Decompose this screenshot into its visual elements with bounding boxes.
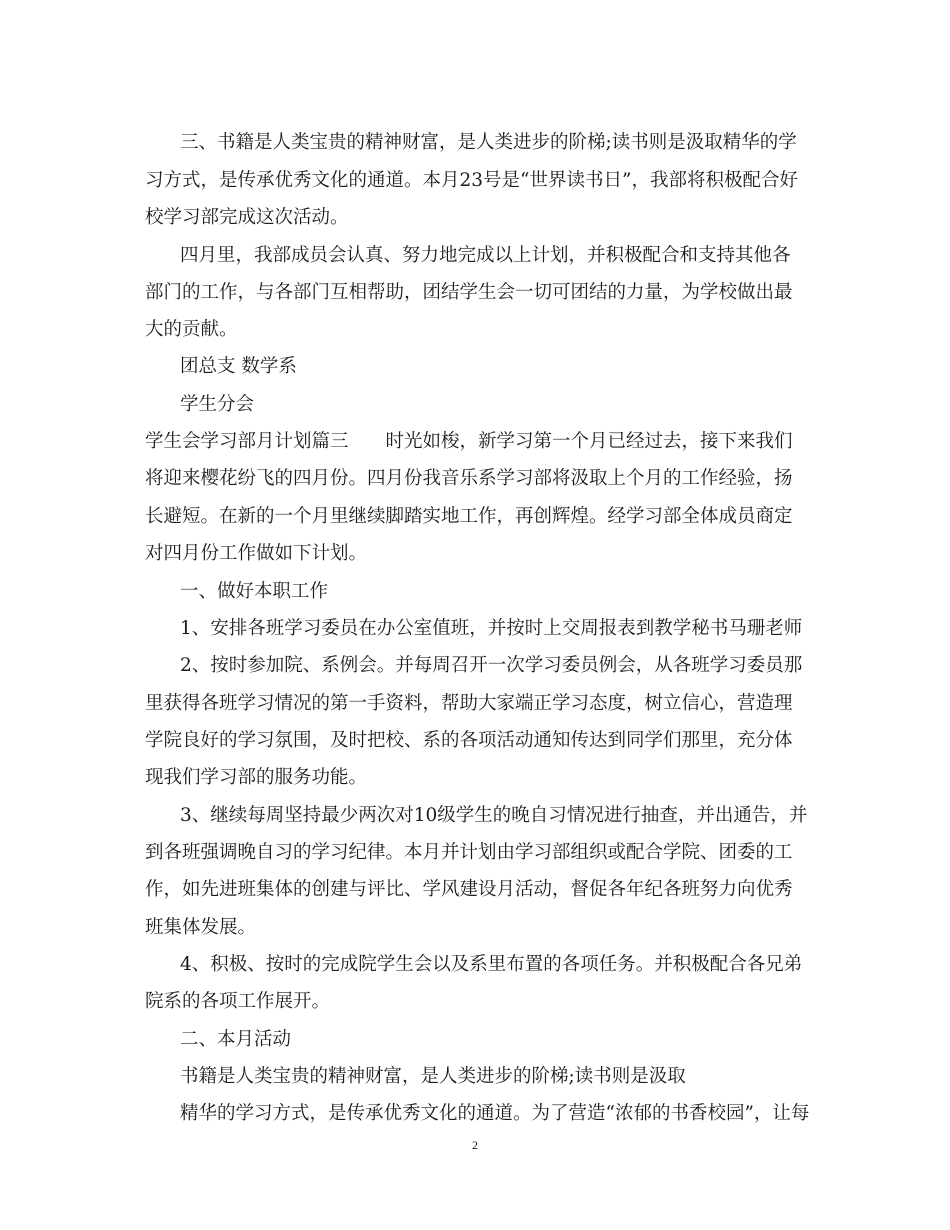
paragraph-line: 书籍是人类宝贵的精神财富，是人类进步的阶梯;读书则是汲取 bbox=[180, 1066, 686, 1087]
list-item-line: 3、继续每周坚持最少两次对10级学生的晚自习情况进行抽查，并出通告，并 bbox=[180, 805, 808, 826]
paragraph-line: 将迎来樱花纷飞的四月份。四月份我音乐系学习部将汲取上个月的工作经验，扬 bbox=[145, 468, 793, 489]
paragraph-line: 作，如先进班集体的创建与评比、学风建设月活动，督促各年纪各班努力向优秀 bbox=[145, 879, 793, 900]
subheading-line: 一、做好本职工作 bbox=[180, 581, 329, 602]
paragraph-line: 四月里，我部成员会认真、努力地完成以上计划，并积极配合和支持其他各 bbox=[180, 245, 791, 266]
signature-line: 学生分会 bbox=[180, 394, 255, 415]
paragraph-line: 长避短。在新的一个月里继续脚踏实地工作，再创辉煌。经学习部全体成员商定 bbox=[145, 506, 793, 527]
paragraph-line: 习方式，是传承优秀文化的通道。本月23号是“世界读书日”，我部将积极配合好 bbox=[145, 170, 798, 191]
paragraph-line: 里获得各班学习情况的第一手资料，帮助大家端正学习态度，树立信心，营造理 bbox=[145, 693, 793, 714]
paragraph-line: 大的贡献。 bbox=[145, 319, 238, 340]
paragraph-line: 到各班强调晚自习的学习纪律。本月并计划由学习部组织或配合学院、团委的工 bbox=[145, 842, 793, 863]
subheading-line: 二、本月活动 bbox=[180, 1029, 292, 1050]
signature-line: 团总支 数学系 bbox=[180, 356, 297, 377]
page-number: 2 bbox=[472, 1138, 478, 1152]
list-item-line: 1、安排各班学习委员在办公室值班，并按时上交周报表到教学秘书马珊老师 bbox=[180, 618, 803, 639]
list-item-line: 4、积极、按时的完成院学生会以及系里布置的各项任务。并积极配合各兄弟 bbox=[180, 954, 803, 975]
list-item-line: 2、按时参加院、系例会。并每周召开一次学习委员例会，从各班学习委员那 bbox=[180, 655, 803, 676]
paragraph-line: 部门的工作，与各部门互相帮助，团结学生会一切可团结的力量，为学校做出最 bbox=[145, 282, 793, 303]
paragraph-line: 精华的学习方式，是传承优秀文化的通道。为了营造“浓郁的书香校园”，让每 bbox=[180, 1103, 810, 1124]
paragraph-line: 对四月份工作做如下计划。 bbox=[145, 543, 368, 564]
paragraph-line: 学院良好的学习氛围，及时把校、系的各项活动通知传达到同学们那里，充分体 bbox=[145, 730, 793, 751]
paragraph-line: 校学习部完成这次活动。 bbox=[145, 207, 349, 228]
section-heading-line: 学生会学习部月计划篇三 时光如梭，新学习第一个月已经过去，接下来我们 bbox=[145, 431, 793, 452]
paragraph-line: 现我们学习部的服务功能。 bbox=[145, 767, 368, 788]
paragraph-line: 院系的各项工作展开。 bbox=[145, 991, 331, 1012]
paragraph-line: 班集体发展。 bbox=[145, 917, 257, 938]
paragraph-line: 三、书籍是人类宝贵的精神财富，是人类进步的阶梯;读书则是汲取精华的学 bbox=[180, 132, 797, 153]
